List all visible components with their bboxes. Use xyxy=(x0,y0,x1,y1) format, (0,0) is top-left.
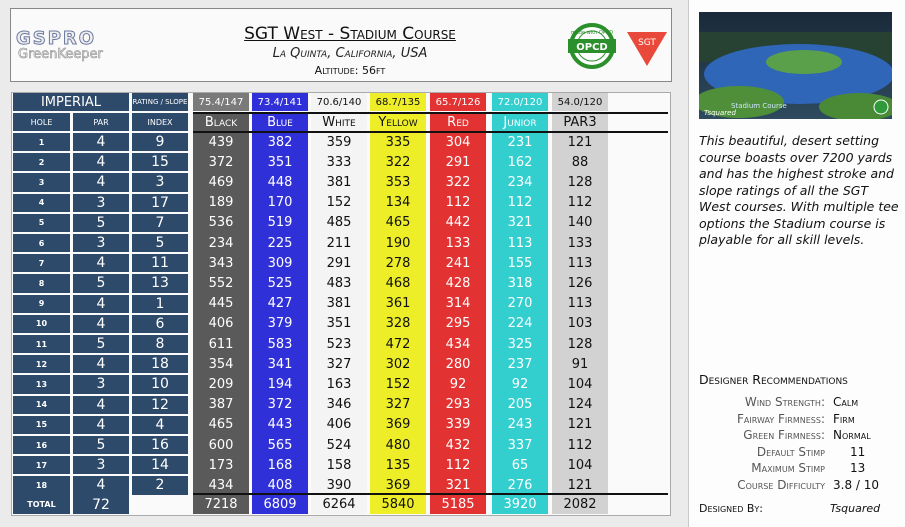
index-value: 1 xyxy=(132,295,188,313)
tee-yardage: 343 xyxy=(208,255,234,271)
tee-yardage: 104 xyxy=(567,376,593,392)
tee-yardage: 600 xyxy=(208,437,234,453)
recommendation-value: Firm xyxy=(833,411,855,426)
tee-name-3: Yellow xyxy=(378,115,418,130)
tee-yardage: 103 xyxy=(567,316,593,332)
tee-yardage: 351 xyxy=(267,154,293,170)
tee-yardage: 194 xyxy=(267,376,293,392)
par-total: 72 xyxy=(73,495,129,514)
tee-rating-1: 73.4/141 xyxy=(252,93,308,111)
tee-yardage: 231 xyxy=(507,134,533,150)
tee-yardage: 337 xyxy=(507,437,533,453)
tee-rating-3: 68.7/135 xyxy=(370,93,426,111)
header-divider-2 xyxy=(193,131,668,133)
par-value: 5 xyxy=(73,335,129,353)
hole-number: 5 xyxy=(13,214,70,232)
recommendation-label: Maximum Stimp xyxy=(751,461,825,476)
tee-yardage: 359 xyxy=(326,134,352,150)
hole-number: 14 xyxy=(13,396,70,414)
tee-yardage: 314 xyxy=(445,296,471,312)
tee-yardage: 321 xyxy=(445,477,471,493)
tee-yardage: 327 xyxy=(385,397,411,413)
tee-yardage: 523 xyxy=(326,336,352,352)
tee-yardage: 113 xyxy=(567,296,593,312)
tee-yardage: 112 xyxy=(567,195,593,211)
tee-yardage: 369 xyxy=(385,417,411,433)
preview-brand: Tsquared xyxy=(704,109,736,117)
tee-yardage: 406 xyxy=(326,417,352,433)
tee-rating-2: 70.6/140 xyxy=(311,93,367,111)
tee-name-2: White xyxy=(322,115,356,130)
tee-yardage: 158 xyxy=(326,457,352,473)
tee-yardage: 552 xyxy=(208,275,234,291)
tee-yardage: 168 xyxy=(267,457,293,473)
index-value: 16 xyxy=(132,436,188,454)
tee-total-4: 5185 xyxy=(441,496,475,512)
tee-yardage: 565 xyxy=(267,437,293,453)
tee-yardage: 325 xyxy=(507,336,533,352)
par-value: 4 xyxy=(73,173,129,191)
tee-yardage: 302 xyxy=(385,356,411,372)
tee-name-0: Black xyxy=(204,115,238,130)
tee-yardage: 443 xyxy=(267,417,293,433)
index-header: INDEX xyxy=(132,113,188,131)
par-value: 4 xyxy=(73,396,129,414)
hole-number: 9 xyxy=(13,295,70,313)
tee-yardage: 291 xyxy=(326,255,352,271)
tee-rating-0: 75.4/147 xyxy=(193,93,249,111)
preview-overlay-text: Stadium Course xyxy=(731,102,787,110)
tee-yardage: 91 xyxy=(571,356,589,372)
tee-rating-6: 54.0/120 xyxy=(552,93,608,111)
tee-yardage: 224 xyxy=(507,316,533,332)
recommendations-title: Designer Recommendations xyxy=(699,372,848,387)
index-value: 18 xyxy=(132,355,188,373)
tee-yardage: 162 xyxy=(507,154,533,170)
recommendation-label: Fairway Firmness: xyxy=(737,411,825,426)
rating-slope-label: RATING / SLOPE xyxy=(132,93,188,111)
tee-rating-4: 65.7/126 xyxy=(430,93,486,111)
course-title: SGT West - Stadium Course xyxy=(244,24,456,44)
tee-yardage: 121 xyxy=(567,134,593,150)
tee-yardage: 427 xyxy=(267,296,293,312)
tee-yardage: 390 xyxy=(326,477,352,493)
tee-yardage: 318 xyxy=(507,275,533,291)
tee-yardage: 270 xyxy=(507,296,533,312)
opcd-badge-icon xyxy=(560,22,624,70)
par-value: 3 xyxy=(73,194,129,212)
par-value: 5 xyxy=(73,274,129,292)
tee-yardage: 309 xyxy=(267,255,293,271)
hole-number: 7 xyxy=(13,254,70,272)
tee-total-6: 2082 xyxy=(563,496,597,512)
index-value: 15 xyxy=(132,153,188,171)
tee-yardage: 126 xyxy=(567,275,593,291)
index-value: 17 xyxy=(132,194,188,212)
tee-yardage: 525 xyxy=(267,275,293,291)
tee-yardage: 133 xyxy=(567,235,593,251)
tee-yardage: 465 xyxy=(385,215,411,231)
tee-yardage: 124 xyxy=(567,397,593,413)
hole-number: 18 xyxy=(13,476,70,494)
tee-yardage: 536 xyxy=(208,215,234,231)
tee-yardage: 205 xyxy=(507,397,533,413)
tee-yardage: 112 xyxy=(507,195,533,211)
recommendation-label: Default Stimp xyxy=(756,444,825,459)
total-divider xyxy=(193,493,668,495)
tee-yardage: 234 xyxy=(208,235,234,251)
par-value: 4 xyxy=(73,355,129,373)
par-value: 4 xyxy=(73,254,129,272)
tee-yardage: 341 xyxy=(267,356,293,372)
tee-yardage: 189 xyxy=(208,195,234,211)
tee-yardage: 468 xyxy=(385,275,411,291)
par-value: 4 xyxy=(73,416,129,434)
tee-yardage: 611 xyxy=(208,336,234,352)
course-description: This beautiful, desert setting course boasts over 7200 yards and has the highest stroke and slope ratings of all the SGT West courses. With multiple tee options the Stadium course is playable for all skill levels. xyxy=(699,133,899,247)
tee-yardage: 379 xyxy=(267,316,293,332)
par-value: 4 xyxy=(73,153,129,171)
tee-rating-5: 72.0/120 xyxy=(492,93,548,111)
hole-number: 12 xyxy=(13,355,70,373)
tee-total-2: 6264 xyxy=(322,496,356,512)
tee-yardage: 387 xyxy=(208,397,234,413)
gspro-logo: GSPRO xyxy=(16,28,97,49)
course-preview-image xyxy=(699,12,892,119)
tee-yardage: 234 xyxy=(507,174,533,190)
tee-name-6: PAR3 xyxy=(563,115,597,130)
tee-yardage: 583 xyxy=(267,336,293,352)
tee-yardage: 369 xyxy=(385,477,411,493)
tee-yardage: 339 xyxy=(445,417,471,433)
index-value: 9 xyxy=(132,133,188,151)
tee-yardage: 445 xyxy=(208,296,234,312)
par-value: 5 xyxy=(73,214,129,232)
course-location: La Quinta, California, USA xyxy=(272,46,428,61)
tee-yardage: 278 xyxy=(385,255,411,271)
par-header: PAR xyxy=(73,113,129,131)
tee-yardage: 190 xyxy=(385,235,411,251)
tee-yardage: 442 xyxy=(445,215,471,231)
tee-yardage: 434 xyxy=(445,336,471,352)
tee-yardage: 152 xyxy=(385,376,411,392)
recommendation-value: 11 xyxy=(850,444,866,459)
tee-yardage: 439 xyxy=(208,134,234,150)
tee-yardage: 155 xyxy=(507,255,533,271)
tee-yardage: 134 xyxy=(385,195,411,211)
tee-yardage: 483 xyxy=(326,275,352,291)
opcd-badge-label: OPCD xyxy=(576,42,608,53)
tee-yardage: 322 xyxy=(385,154,411,170)
tee-yardage: 241 xyxy=(445,255,471,271)
tee-yardage: 333 xyxy=(326,154,352,170)
tee-yardage: 519 xyxy=(267,215,293,231)
tee-yardage: 469 xyxy=(208,174,234,190)
hole-header: HOLE xyxy=(13,113,70,131)
index-value: 10 xyxy=(132,375,188,393)
recommendation-value: 13 xyxy=(850,461,866,476)
tee-yardage: 133 xyxy=(445,235,471,251)
tee-yardage: 163 xyxy=(326,376,352,392)
tee-yardage: 209 xyxy=(208,376,234,392)
tee-yardage: 480 xyxy=(385,437,411,453)
tee-yardage: 113 xyxy=(507,235,533,251)
hole-number: 17 xyxy=(13,456,70,474)
hole-number: 1 xyxy=(13,133,70,151)
hole-number: 3 xyxy=(13,173,70,191)
tee-yardage: 321 xyxy=(507,215,533,231)
index-value: 13 xyxy=(132,274,188,292)
tee-yardage: 361 xyxy=(385,296,411,312)
tee-yardage: 372 xyxy=(267,397,293,413)
index-value: 3 xyxy=(132,173,188,191)
designer-name: Tsquared xyxy=(830,502,881,515)
tee-yardage: 92 xyxy=(449,376,467,392)
par-value: 5 xyxy=(73,436,129,454)
tee-yardage: 128 xyxy=(567,336,593,352)
hole-number: 8 xyxy=(13,274,70,292)
tee-yardage: 406 xyxy=(208,316,234,332)
recommendation-value: Calm xyxy=(833,395,859,409)
tee-yardage: 381 xyxy=(326,296,352,312)
par-value: 4 xyxy=(73,133,129,151)
tee-yardage: 472 xyxy=(385,336,411,352)
tee-yardage: 335 xyxy=(385,134,411,150)
par-value: 3 xyxy=(73,375,129,393)
tee-yardage: 121 xyxy=(567,417,593,433)
tee-yardage: 408 xyxy=(267,477,293,493)
tee-yardage: 524 xyxy=(326,437,352,453)
tee-yardage: 293 xyxy=(445,397,471,413)
tee-total-3: 5840 xyxy=(381,496,415,512)
hole-number: 2 xyxy=(13,153,70,171)
recommendation-label: Course Difficulty xyxy=(737,478,825,492)
tee-yardage: 465 xyxy=(208,417,234,433)
tee-yardage: 434 xyxy=(208,477,234,493)
par-value: 3 xyxy=(73,456,129,474)
tee-yardage: 104 xyxy=(567,457,593,473)
course-altitude: Altitude: 56ft xyxy=(314,64,386,77)
index-value: 6 xyxy=(132,315,188,333)
tee-name-4: Red xyxy=(447,115,469,130)
tee-total-1: 6809 xyxy=(263,496,297,512)
tee-yardage: 327 xyxy=(326,356,352,372)
tee-yardage: 381 xyxy=(326,174,352,190)
recommendation-label: Wind Strength: xyxy=(744,395,825,409)
tee-yardage: 113 xyxy=(567,255,593,271)
recommendation-value: 3.8 / 10 xyxy=(833,478,880,492)
index-value: 4 xyxy=(132,416,188,434)
opcd-badge-ring-text: made with OPCD xyxy=(570,30,614,36)
tee-yardage: 65 xyxy=(511,457,529,473)
tee-yardage: 140 xyxy=(567,215,593,231)
index-value: 14 xyxy=(132,456,188,474)
tee-yardage: 304 xyxy=(445,134,471,150)
tee-total-0: 7218 xyxy=(204,496,238,512)
tee-yardage: 382 xyxy=(267,134,293,150)
imperial-label: IMPERIAL xyxy=(13,93,129,111)
index-value: 5 xyxy=(132,234,188,252)
tee-yardage: 92 xyxy=(511,376,529,392)
sgt-badge-label: SGT xyxy=(638,38,656,48)
tee-yardage: 295 xyxy=(445,316,471,332)
par-value: 4 xyxy=(73,315,129,333)
total-label: TOTAL xyxy=(13,495,70,514)
tee-yardage: 112 xyxy=(445,195,471,211)
hole-number: 11 xyxy=(13,335,70,353)
tee-yardage: 225 xyxy=(267,235,293,251)
hole-number: 15 xyxy=(13,416,70,434)
tee-name-5: Junior xyxy=(503,115,537,130)
tee-yardage: 276 xyxy=(507,477,533,493)
tee-yardage: 211 xyxy=(326,235,352,251)
hole-number: 4 xyxy=(13,194,70,212)
tee-yardage: 135 xyxy=(385,457,411,473)
tee-yardage: 372 xyxy=(208,154,234,170)
greenkeeper-logo: GreenKeeper xyxy=(18,47,103,62)
tee-yardage: 432 xyxy=(445,437,471,453)
tee-yardage: 351 xyxy=(326,316,352,332)
tee-yardage: 354 xyxy=(208,356,234,372)
index-value: 12 xyxy=(132,396,188,414)
index-value: 7 xyxy=(132,214,188,232)
tee-yardage: 173 xyxy=(208,457,234,473)
hole-number: 13 xyxy=(13,375,70,393)
tee-yardage: 170 xyxy=(267,195,293,211)
tee-yardage: 322 xyxy=(445,174,471,190)
recommendation-value: Normal xyxy=(833,428,871,443)
index-value: 11 xyxy=(132,254,188,272)
tee-yardage: 428 xyxy=(445,275,471,291)
hole-number: 10 xyxy=(13,315,70,333)
tee-yardage: 152 xyxy=(326,195,352,211)
tee-yardage: 485 xyxy=(326,215,352,231)
par-value: 4 xyxy=(73,295,129,313)
recommendation-label: Green Firmness: xyxy=(743,428,825,443)
tee-yardage: 291 xyxy=(445,154,471,170)
par-value: 4 xyxy=(73,476,129,494)
index-value: 8 xyxy=(132,335,188,353)
header-divider xyxy=(193,112,668,114)
designed-by-label: Designed By: xyxy=(699,502,763,515)
index-value: 2 xyxy=(132,476,188,494)
tee-yardage: 88 xyxy=(571,154,589,170)
tee-total-5: 3920 xyxy=(503,496,537,512)
tee-yardage: 448 xyxy=(267,174,293,190)
tee-yardage: 112 xyxy=(445,457,471,473)
tee-yardage: 346 xyxy=(326,397,352,413)
par-value: 3 xyxy=(73,234,129,252)
tee-yardage: 280 xyxy=(445,356,471,372)
tee-yardage: 121 xyxy=(567,477,593,493)
tee-yardage: 237 xyxy=(507,356,533,372)
tee-yardage: 112 xyxy=(567,437,593,453)
sgt-badge-icon xyxy=(623,28,671,68)
tee-yardage: 353 xyxy=(385,174,411,190)
hole-number: 16 xyxy=(13,436,70,454)
tee-yardage: 128 xyxy=(567,174,593,190)
tee-name-1: Blue xyxy=(267,115,293,130)
tee-yardage: 243 xyxy=(507,417,533,433)
hole-number: 6 xyxy=(13,234,70,252)
tee-yardage: 328 xyxy=(385,316,411,332)
